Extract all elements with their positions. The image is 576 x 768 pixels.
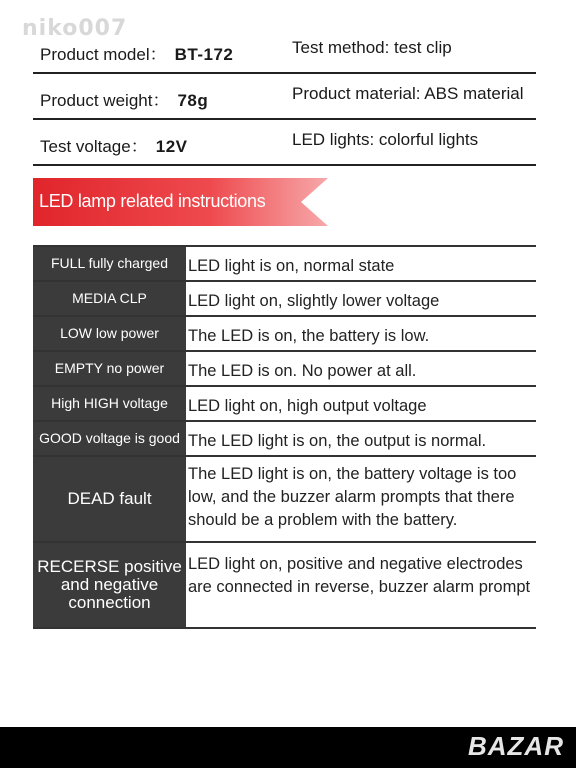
table-row — [33, 422, 536, 457]
table-row — [33, 543, 536, 629]
status-description: LED light is on, normal state — [188, 257, 395, 275]
status-label: FULL fully charged — [33, 247, 186, 280]
status-label: High HIGH voltage — [33, 387, 186, 420]
status-label: EMPTY no power — [33, 352, 186, 385]
status-label: MEDIA CLP — [33, 282, 186, 315]
banner-title: LED lamp related instructions — [39, 191, 266, 211]
voltage-label: Test voltage： — [40, 137, 148, 156]
test-method: Test method: test clip — [292, 38, 452, 57]
spec-row-model — [33, 28, 536, 74]
status-label: GOOD voltage is good — [33, 422, 186, 455]
table-row — [33, 457, 536, 543]
brand-logo: BAZAR — [468, 731, 564, 761]
bottom-bar — [0, 727, 576, 768]
table-row — [33, 317, 536, 352]
spec-row-voltage — [33, 120, 536, 166]
status-description: LED light on, high output voltage — [188, 397, 427, 415]
status-description: The LED light is on, the battery voltage is too low, and the buzzer alarm prompts that there should be a problem with the battery. — [188, 465, 517, 529]
weight-label: Product weight： — [40, 91, 170, 110]
status-description: LED light on, slightly lower voltage — [188, 292, 440, 310]
table-row — [33, 247, 536, 282]
status-description: The LED is on. No power at all. — [188, 362, 417, 380]
model-label: Product model： — [40, 45, 167, 64]
model-value: BT-172 — [174, 45, 234, 64]
weight-value: 78g — [177, 91, 209, 110]
spec-table — [33, 28, 536, 166]
status-description: The LED light is on, the output is normal. — [188, 432, 487, 450]
section-banner — [33, 178, 328, 226]
status-description: LED light on, positive and negative electrodes are connected in reverse, buzzer alarm prompt — [188, 555, 531, 596]
status-label: LOW low power — [33, 317, 186, 350]
status-label: DEAD fault — [33, 457, 186, 541]
led-lights: LED lights: colorful lights — [292, 130, 479, 149]
led-instructions-table — [33, 245, 536, 629]
table-row — [33, 352, 536, 387]
table-row — [33, 387, 536, 422]
spec-row-weight — [33, 74, 536, 120]
table-row — [33, 282, 536, 317]
status-description: The LED is on, the battery is low. — [188, 327, 430, 345]
material: Product material: ABS material — [292, 84, 524, 103]
status-label: RECERSE positive and negative connection — [33, 543, 186, 627]
voltage-value: 12V — [155, 137, 188, 156]
watermark-text: niko007 — [22, 16, 128, 41]
